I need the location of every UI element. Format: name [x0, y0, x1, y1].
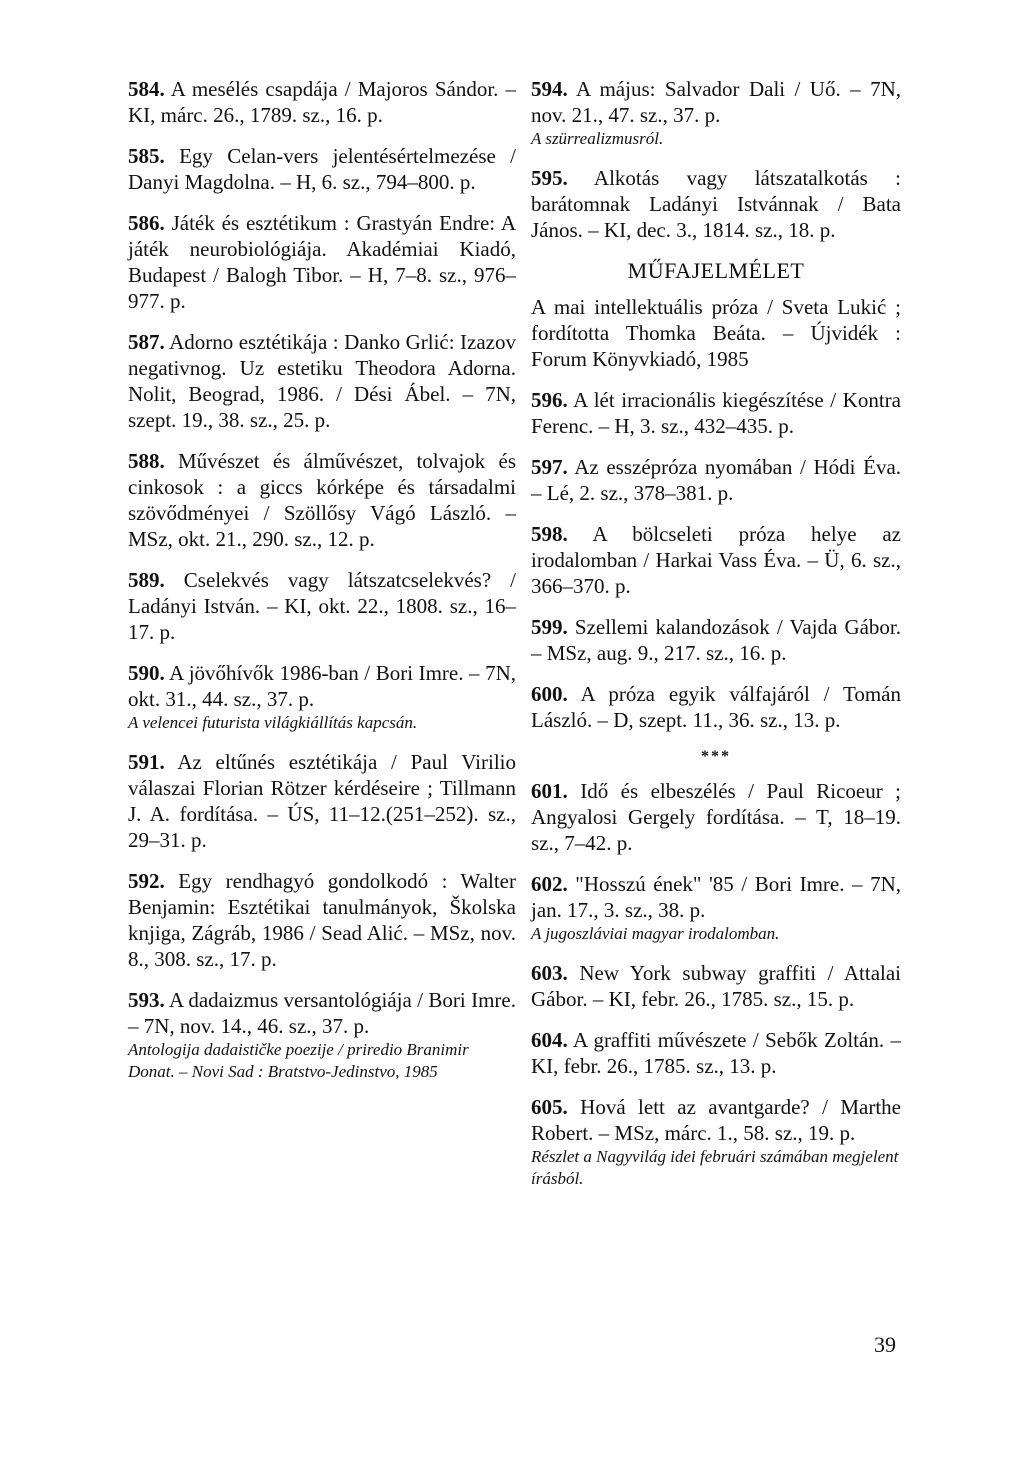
bib-entry-586: 586. Játék és esztétikum : Grastyán Endre: A játék neurobiológiája. Akadémiai Kiadó, Budapest / Balogh Tibor. – H, 7–8. sz., 976–977. p. — [128, 211, 516, 313]
bib-entry-584: 584. A mesélés csapdája / Majoros Sándor. – KI, márc. 26., 1789. sz., 16. p. — [128, 77, 517, 127]
left-column — [128, 76, 516, 1098]
bib-entry-591: 591. Az eltűnés esztétikája / Paul Virilio válaszai Florian Rötzer kérdéseire ; Tillmann J. A. fordítása. – ÚS, 11–12.(251–252). sz., 29–31. p. — [128, 750, 517, 852]
section-separator: *** — [701, 748, 731, 765]
bib-entry-587: 587. Adorno esztétikája : Danko Grlić: Izazov negativnog. Uz estetiku Theodora Adorna. Nolit, Beograd, 1986. / Dési Ábel. – 7N, szept. 19., 38. sz., 25. p. — [128, 330, 516, 432]
bib-entry-593: 593. A dadaizmus versantológiája / Bori Imre. – 7N, nov. 14., 46. sz., 37. p. Antologija dadaističke poezije / priredio Branimir Donat. – Novi Sad : Bratstvo-Jedinstvo, 1985 — [128, 988, 516, 1081]
bib-entry-597: 597. Az esszépróza nyomában / Hódi Éva. – Lé, 2. sz., 378–381. p. — [531, 455, 902, 505]
section-book-reference: A mai intellektuális próza / Sveta Lukić ; fordította Thomka Beáta. – Újvidék : Forum Könyvkiadó, 1985 — [531, 295, 901, 371]
entry-note: A szürrealizmusról. — [531, 129, 664, 148]
entry-note: A jugoszláviai magyar irodalomban. — [531, 924, 780, 943]
bib-entry-594: 594. A május: Salvador Dali / Uő. – 7N, nov. 21., 47. sz., 37. p. A szürrealizmusról. — [531, 77, 901, 148]
bib-entry-588: 588. Művészet és álművészet, tolvajok és cinkosok : a giccs kórképe és társadalmi szövődményei / Szöllősy Vágó László. – MSz, okt. 21., 290. sz., 12. p. — [128, 449, 516, 551]
bib-entry-592: 592. Egy rendhagyó gondolkodó : Walter Benjamin: Esztétikai tanulmányok, Školska knjiga, Zágráb, 1986 / Sead Alić. – MSz, nov. 8., 308. sz., 17. p. — [128, 869, 516, 971]
bib-entry-604: 604. A graffiti művészete / Sebők Zoltán. – KI, febr. 26., 1785. sz., 13. p. — [531, 1028, 901, 1078]
bib-entry-601: 601. Idő és elbeszélés / Paul Ricoeur ; Angyalosi Gergely fordítása. – T, 18–19. sz., 7–42. p. — [531, 779, 901, 855]
bib-entry-605: 605. Hová lett az avantgarde? / Marthe Robert. – MSz, márc. 1., 58. sz., 19. p. Részlet a Nagyvilág idei februári számában megjelent írásból. — [531, 1095, 901, 1188]
entry-note: A velencei futurista világkiállítás kapcsán. — [128, 713, 418, 732]
bib-entry-596: 596. A lét irracionális kiegészítése / Kontra Ferenc. – H, 3. sz., 432–435. p. — [531, 388, 901, 438]
section-heading: MŰFAJELMÉLET — [627, 258, 805, 283]
bib-entry-598: 598. A bölcseleti próza helye az irodalomban / Harkai Vass Éva. – Ü, 6. sz., 366–370. p. — [531, 522, 902, 598]
bib-entry-600: 600. A próza egyik válfajáról / Tomán László. – D, szept. 11., 36. sz., 13. p. — [531, 682, 901, 732]
bib-entry-602: 602. "Hosszú ének" '85 / Bori Imre. – 7N, jan. 17., 3. sz., 38. p. A jugoszláviai magyar irodalomban. — [531, 872, 901, 943]
right-column — [531, 76, 901, 1205]
bib-entry-589: 589. Cselekvés vagy látszatcselekvés? / Ladányi István. – KI, okt. 22., 1808. sz., 16–17. p. — [128, 568, 517, 644]
bib-entry-585: 585. Egy Celan-vers jelentésértelmezése / Danyi Magdolna. – H, 6. sz., 794–800. p. — [128, 144, 517, 194]
bib-entry-595: 595. Alkotás vagy látszatalkotás : barátomnak Ladányi Istvánnak / Bata János. – KI, dec. 3., 1814. sz., 18. p. — [531, 166, 901, 242]
entry-note: Antologija dadaističke poezije / priredio Branimir Donat. – Novi Sad : Bratstvo-Jedinstvo, 1985 — [128, 1040, 469, 1081]
bib-entry-603: 603. New York subway graffiti / Attalai Gábor. – KI, febr. 26., 1785. sz., 15. p. — [531, 961, 901, 1011]
bib-entry-599: 599. Szellemi kalandozások / Vajda Gábor. – MSz, aug. 9., 217. sz., 16. p. — [531, 615, 902, 665]
entry-note: Részlet a Nagyvilág idei februári számában megjelent írásból. — [531, 1147, 899, 1188]
bib-entry-590: 590. A jövőhívők 1986-ban / Bori Imre. – 7N, okt. 31., 44. sz., 37. p. A velencei futurista világkiállítás kapcsán. — [128, 661, 517, 732]
page-number: 39 — [874, 1332, 896, 1357]
